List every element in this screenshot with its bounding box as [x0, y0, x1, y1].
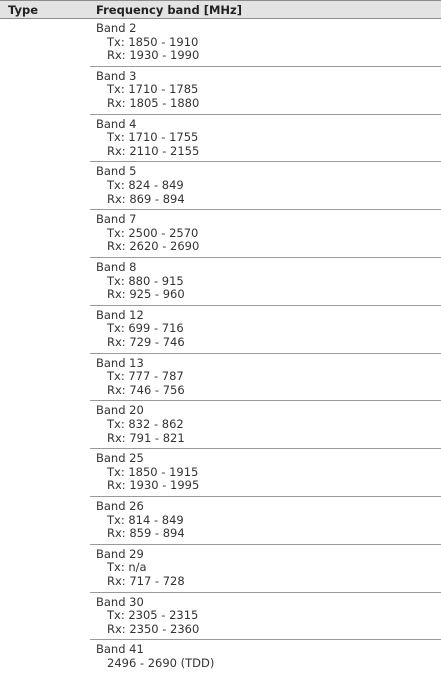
band-rx: Rx: 2350 - 2360: [107, 621, 200, 636]
band-name: Band 29: [96, 546, 144, 561]
band-name: Band 26: [96, 498, 144, 513]
table-row: [90, 401, 441, 449]
table-row: [90, 354, 441, 402]
band-tx: Tx: 1710 - 1755: [107, 130, 199, 145]
table-row: [90, 115, 441, 163]
band-name: Band 2: [96, 21, 137, 35]
band-name: Band 8: [96, 259, 137, 274]
band-tx: Tx: 832 - 862: [107, 416, 184, 431]
table-row: [90, 593, 441, 641]
band-tx: Tx: 1850 - 1915: [107, 464, 199, 479]
band-name: Band 7: [96, 212, 137, 227]
band-rx: Rx: 746 - 756: [107, 382, 185, 397]
band-tx: Tx: 814 - 849: [107, 512, 184, 527]
table-row: [90, 19, 441, 67]
band-rx: Rx: 1930 - 1995: [107, 478, 200, 493]
band-name: Band 25: [96, 451, 144, 466]
band-tx: Tx: 777 - 787: [107, 369, 184, 384]
table-row: [90, 640, 441, 688]
table-header: [0, 0, 441, 19]
band-name: Band 5: [96, 164, 137, 179]
table-row: [90, 162, 441, 210]
band-tx: Tx: n/a: [107, 560, 147, 575]
band-tx: Tx: 2500 - 2570: [107, 225, 199, 240]
table-row: [90, 67, 441, 115]
table-row: [90, 306, 441, 354]
band-name: Band 3: [96, 68, 137, 83]
table-row: [90, 545, 441, 593]
header-frequency-band: Frequency band [MHz]: [96, 3, 243, 17]
table-row: [90, 258, 441, 306]
band-rx: Rx: 717 - 728: [107, 573, 185, 588]
band-name: Band 41: [96, 642, 144, 657]
band-name: Band 13: [96, 355, 144, 370]
band-rx: Rx: 791 - 821: [107, 430, 185, 445]
table-row: [90, 449, 441, 497]
band-tdd: 2496 - 2690 (TDD): [107, 655, 215, 670]
band-rx: Rx: 1805 - 1880: [107, 95, 200, 110]
band-tx: Tx: 2305 - 2315: [107, 608, 199, 623]
header-type: Type: [8, 3, 39, 17]
band-tx: Tx: 880 - 915: [107, 273, 184, 288]
band-rx: Rx: 859 - 894: [107, 526, 185, 541]
band-rx: Rx: 729 - 746: [107, 334, 185, 349]
band-tx: Tx: 1710 - 1785: [107, 82, 199, 97]
band-rx: Rx: 2110 - 2155: [107, 143, 200, 158]
band-name: Band 20: [96, 403, 144, 418]
table-row: [90, 210, 441, 258]
band-tx: Tx: 824 - 849: [107, 177, 184, 192]
band-rows: [90, 19, 441, 688]
band-rx: Rx: 925 - 960: [107, 287, 185, 302]
band-name: Band 12: [96, 307, 144, 322]
band-name: Band 4: [96, 116, 137, 131]
band-rx: Rx: 869 - 894: [107, 191, 185, 206]
band-tx: Tx: 1850 - 1910: [107, 34, 199, 49]
band-tx: Tx: 699 - 716: [107, 321, 184, 336]
band-rx: Rx: 1930 - 1990: [107, 48, 200, 63]
table-row: [90, 497, 441, 545]
band-name: Band 30: [96, 594, 144, 609]
band-rx: Rx: 2620 - 2690: [107, 239, 200, 254]
